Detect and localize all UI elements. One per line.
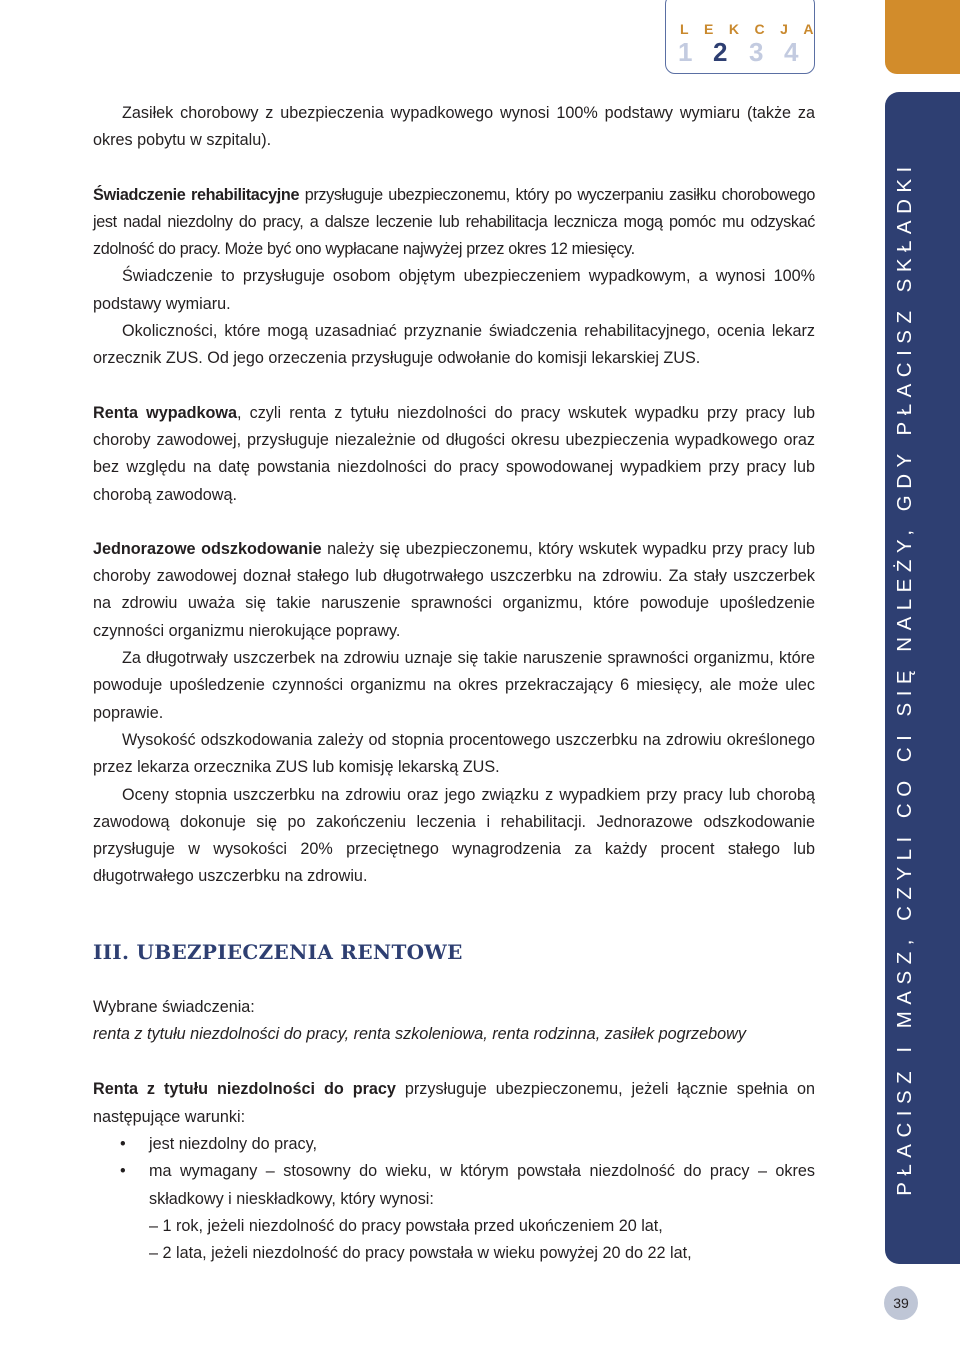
rehabilitation-benefit-text: przysługuje ubezpieczonemu, który po wyczerpaniu zasiłku chorobowego jest nadal niezdolny do pracy, a dalsze leczenie lub rehabilitacja lecznicza mogą pomóc mu odzyskać zdolność do pracy. Może być ono wypłacane najwyżej przez okres 12 miesięcy. — [93, 185, 815, 259]
paragraph-benefit-amount: Świadczenie to przysługuje osobom objętym ubezpieczeniem wypadkowym, a wynosi 100% podstawy wymiaru. — [93, 267, 815, 313]
paragraph-selected-benefits-label: Wybrane świadczenia: — [93, 997, 255, 1016]
term-accident-pension: Renta wypadkowa — [93, 403, 237, 422]
sidebar-title-wrap — [885, 92, 925, 1264]
accident-pension-text: , czyli renta z tytułu niezdolności do pracy wskutek wypadku przy pracy lub choroby zawodowej, przysługuje niezależnie od długości okresu ubezpieczenia wypadkowego oraz bez względu na datę powstania niezdolności do pracy spowodowanej wypadkiem przy pracy lub chorobą zawodową. — [93, 403, 815, 504]
list-item — [93, 1158, 815, 1213]
term-rehabilitation-benefit: Świadczenie rehabilitacyjne — [93, 185, 300, 204]
bullet-icon: • — [120, 1134, 126, 1153]
orange-corner-tab — [885, 0, 960, 74]
sidebar-vertical-title: PŁACISZ I MASZ, CZYLI CO CI SIĘ NALEŻY, GDY PŁACISZ SKŁADKI — [893, 160, 916, 1196]
bullet-icon: • — [120, 1162, 126, 1181]
dash-item: – 2 lata, jeżeli niezdolność do pracy powstała w wieku powyżej 20 do 22 lat, — [149, 1244, 692, 1263]
lesson-number-1: 1 — [678, 37, 693, 67]
paragraph-medical-examiner: Okoliczności, które mogą uzasadniać przyznanie świadczenia rehabilitacyjnego, ocenia lekarz orzecznik ZUS. Od jego orzeczenia przysługuje odwołanie do komisji lekarskiej ZUS. — [93, 322, 815, 368]
lesson-badge — [665, 0, 830, 74]
lesson-number-4: 4 — [784, 37, 799, 67]
conditions-list — [93, 1131, 815, 1213]
list-item — [93, 1131, 815, 1158]
list-item-text: jest niezdolny do pracy, — [149, 1134, 317, 1153]
paragraph-long-term-impairment: Za długotrwały uszczerbek na zdrowiu uznaje się takie naruszenie sprawności organizmu, które powoduje upośledzenie czynności organizmu na okres przekraczający 6 miesięcy, ale może ulec poprawie. — [93, 649, 815, 722]
lesson-label: LEKCJA — [680, 21, 830, 37]
page-number: 39 — [884, 1286, 918, 1320]
paragraph-lump-sum-compensation — [93, 536, 815, 645]
paragraph-sickness-allowance: Zasiłek chorobowy z ubezpieczenia wypadkowego wynosi 100% podstawy wymiaru (także za okres pobytu w szpitalu). — [93, 104, 815, 150]
paragraph-impairment-assessment: Oceny stopnia uszczerbku na zdrowiu oraz jego związku z wypadkiem przy pracy lub chorobą zawodową dokonuje się po zakończeniu leczenia i rehabilitacji. Jednorazowe odszkodowanie przysługuje w wysokości 20% przeciętnego wynagrodzenia za każdy procent stałego lub długotrwałego uszczerbku na zdrowiu. — [93, 785, 815, 886]
paragraph-selected-benefits-list: renta z tytułu niezdolności do pracy, renta szkoleniowa, renta rodzinna, zasiłek pogrzebowy — [93, 1025, 746, 1044]
lesson-number-3: 3 — [749, 37, 764, 67]
paragraph-accident-pension — [93, 400, 815, 509]
lesson-numbers — [678, 37, 808, 67]
paragraph-rehabilitation-benefit — [93, 182, 815, 264]
term-lump-sum-compensation: Jednorazowe odszkodowanie — [93, 539, 322, 558]
lump-sum-compensation-text: należy się ubezpieczonemu, który wskutek wypadku przy pracy lub choroby zawodowej doznał stałego lub długotrwałego uszczerbku na zdrowiu. Za stały uszczerbek na zdrowiu uważa się takie naruszenie sprawności organizmu, które powoduje upośledzenie czynności organizmu nierokujące poprawy. — [93, 539, 815, 640]
disability-pension-text: przysługuje ubezpieczonemu, jeżeli łącznie spełnia on następujące warunki: — [93, 1080, 816, 1126]
section-heading-pension-insurance: III. UBEZPIECZENIA RENTOWE — [93, 939, 463, 964]
paragraph-compensation-amount: Wysokość odszkodowania zależy od stopnia procentowego uszczerbku na zdrowiu określonego przez lekarza orzecznika ZUS lub komisję lekarską ZUS. — [93, 730, 815, 777]
lesson-number-2-active: 2 — [713, 37, 728, 67]
dash-item: – 1 rok, jeżeli niezdolność do pracy powstała przed ukończeniem 20 lat, — [149, 1216, 663, 1235]
list-item-text: ma wymagany – stosowny do wieku, w którym powstała niezdolność do pracy – okres składkowy i nieskładkowy, który wynosi: — [149, 1162, 815, 1208]
main-content — [93, 100, 815, 1267]
term-disability-pension: Renta z tytułu niezdolności do pracy — [93, 1080, 396, 1099]
paragraph-disability-pension — [93, 1076, 815, 1131]
